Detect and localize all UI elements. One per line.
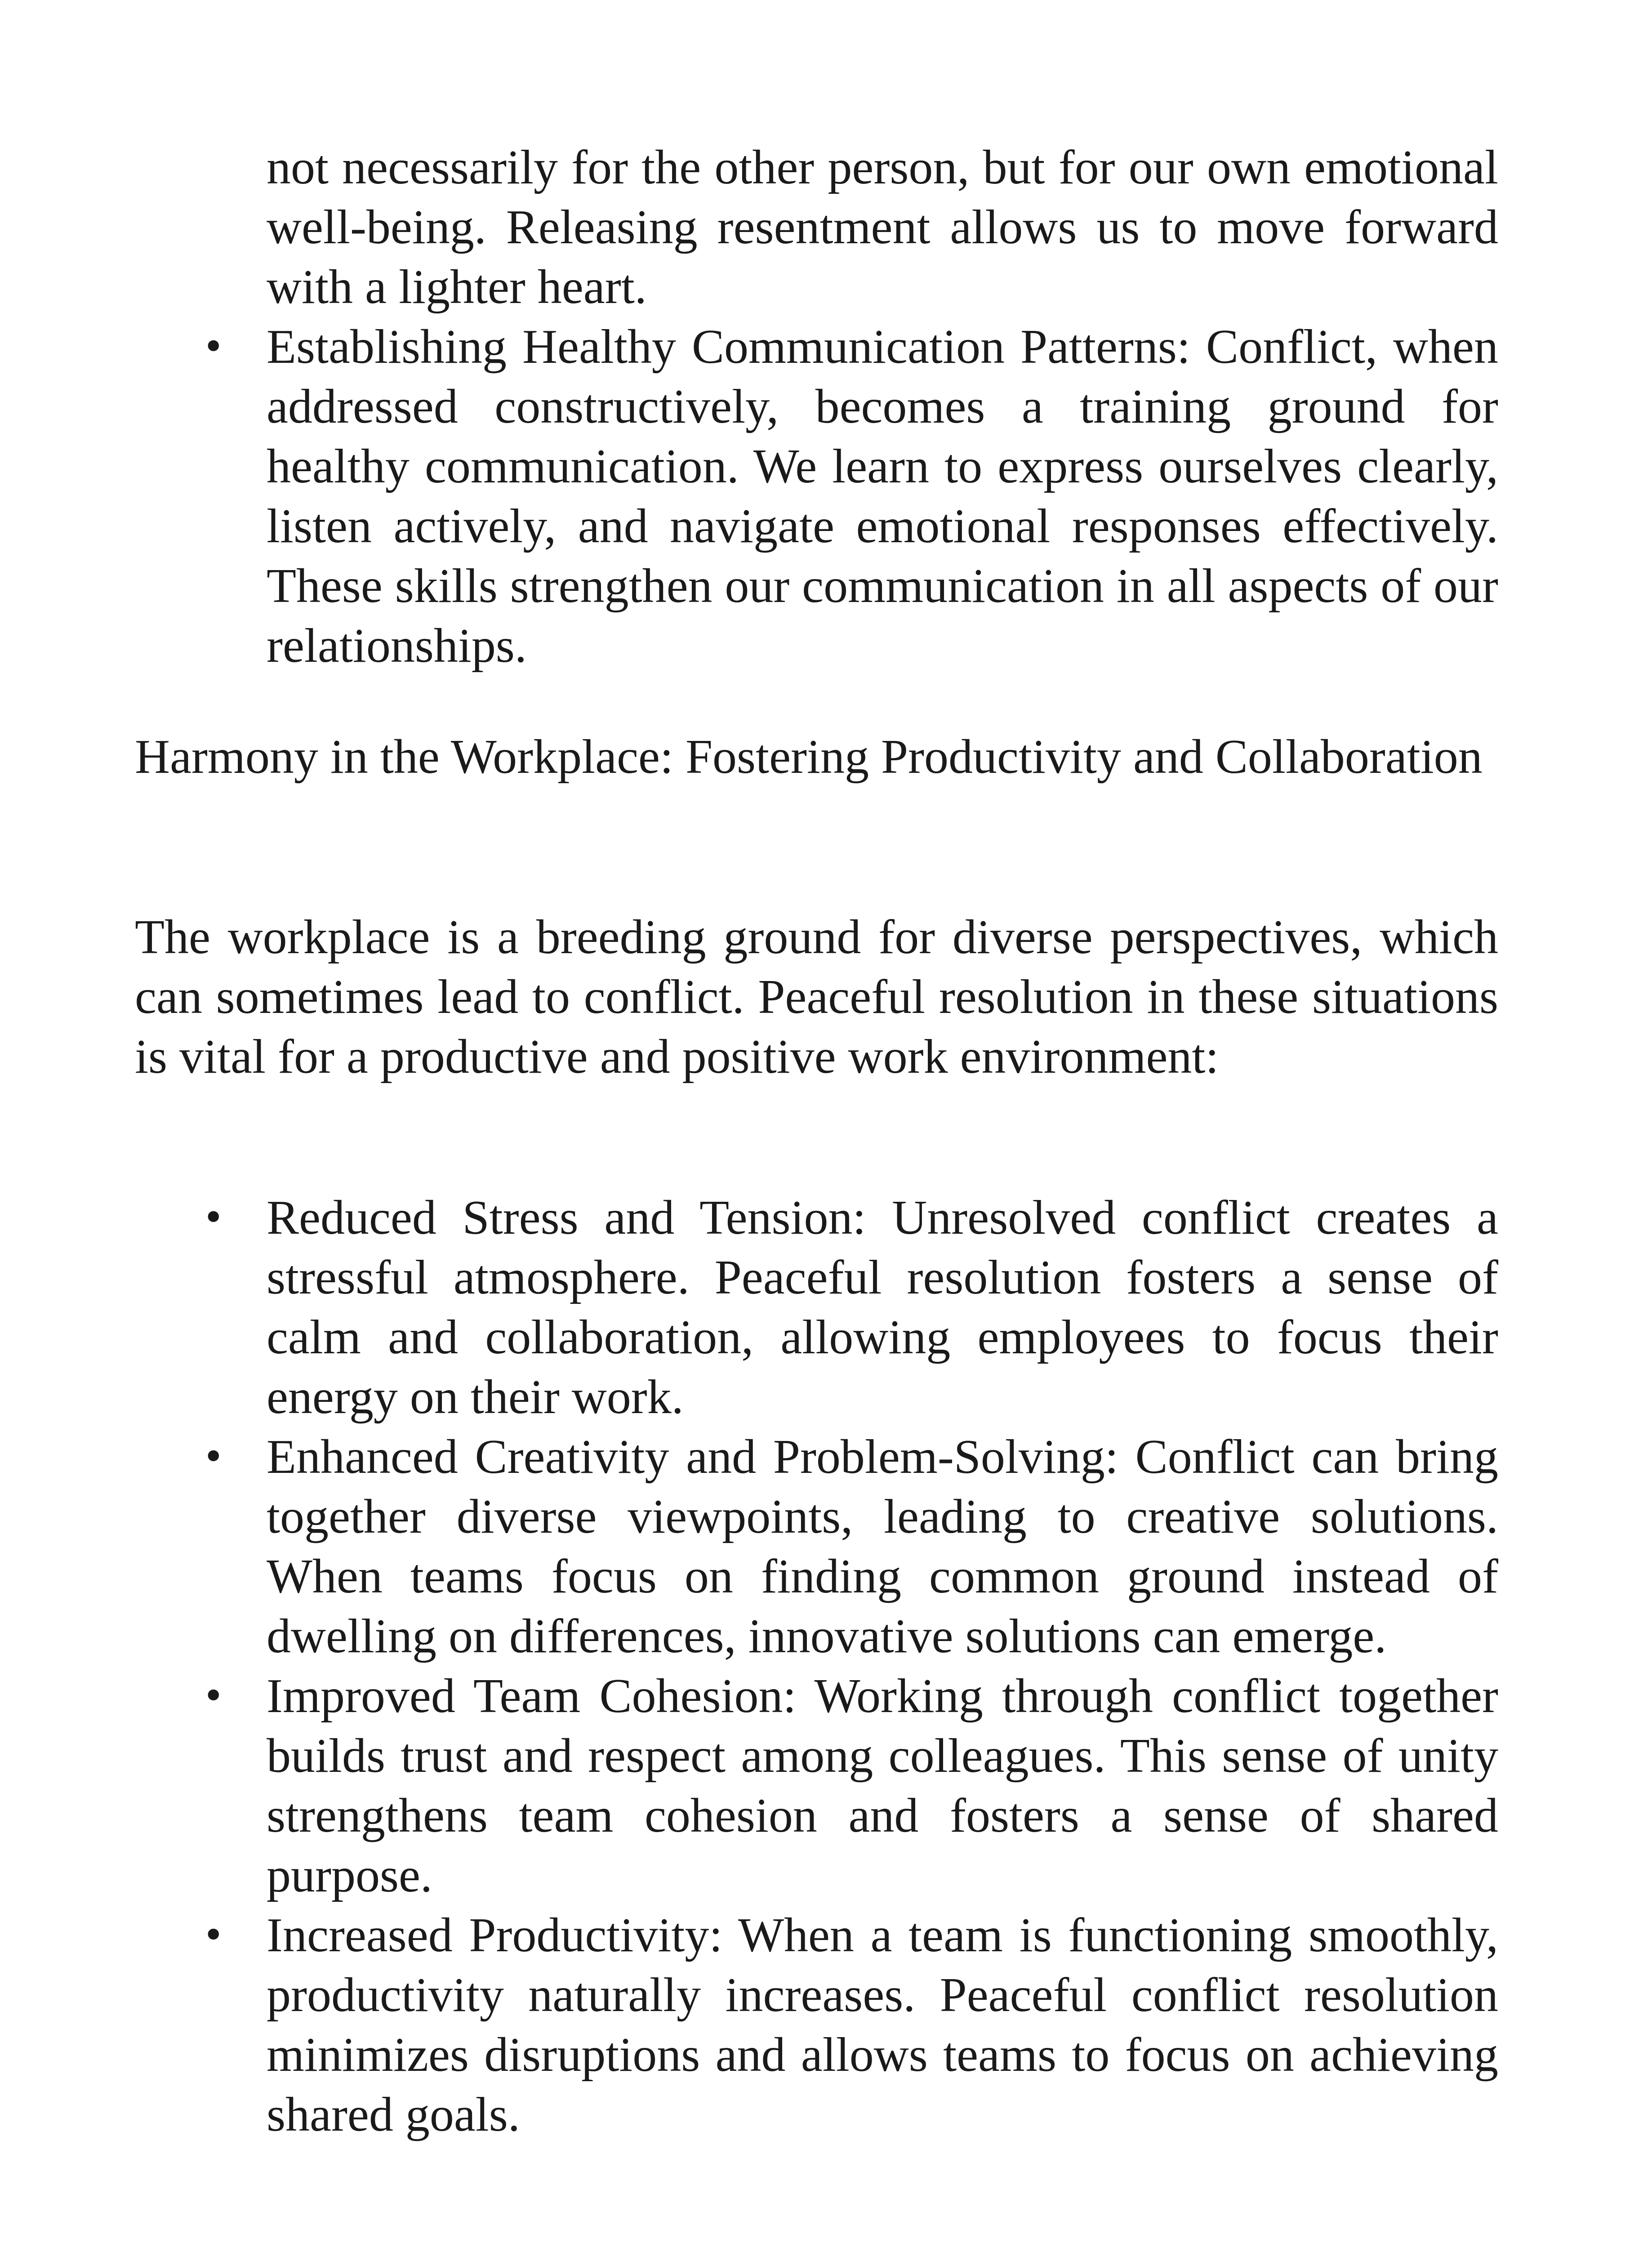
bullet-icon: • [202, 1435, 225, 1479]
list-item-text: Increased Productivity: When a team is functioning smoothly, productivity naturally increases. Peaceful conflict resolution minimizes disruptions and allows teams to focus on achieving shared goals. [267, 1909, 1498, 2141]
bullet-icon: • [202, 1195, 225, 1240]
list-item [135, 1188, 1498, 1427]
bullet-icon: • [202, 325, 225, 369]
list-item [135, 1427, 1498, 1666]
list-item-text: Reduced Stress and Tension: Unresolved conflict creates a stressful atmosphere. Peaceful resolution fosters a sense of calm and collaboration, allowing employees to focus their energy on their work. [267, 1191, 1498, 1424]
list-item [135, 1666, 1498, 1905]
list-item-text: Improved Team Cohesion: Working through conflict together builds trust and respect among colleagues. This sense of unity strengthens team cohesion and fosters a sense of shared purpose. [267, 1669, 1498, 1902]
list-item [135, 317, 1498, 676]
list-item [135, 1905, 1498, 2145]
list-item-text: Establishing Healthy Communication Patterns: Conflict, when addressed constructively, becomes a training ground for healthy communication. We learn to express ourselves clearly, listen actively, and navigate emotional responses effectively. These skills strengthen our communication in all aspects of our relationships. [267, 320, 1498, 673]
list-item-text: Enhanced Creativity and Problem-Solving: Conflict can bring together diverse viewpoints, leading to creative solutions. When teams focus on finding common ground instead of dwelling on differences, innovative solutions can emerge. [267, 1430, 1498, 1663]
bullet-icon: • [202, 1913, 225, 1957]
continuation-paragraph: not necessarily for the other person, but for our own emotional well-being. Releasing resentment allows us to move forward with a lighter heart. [267, 141, 1498, 314]
section-heading: Harmony in the Workplace: Fostering Productivity and Collaboration [135, 730, 1483, 784]
bullet-list-relationships [135, 317, 1498, 676]
bullet-icon: • [202, 1674, 225, 1718]
section-intro-paragraph: The workplace is a breeding ground for diverse perspectives, which can sometimes lead to conflict. Peaceful resolution in these situations is vital for a productive and positive work environment: [135, 910, 1498, 1084]
bullet-list-workplace [135, 1188, 1498, 2145]
